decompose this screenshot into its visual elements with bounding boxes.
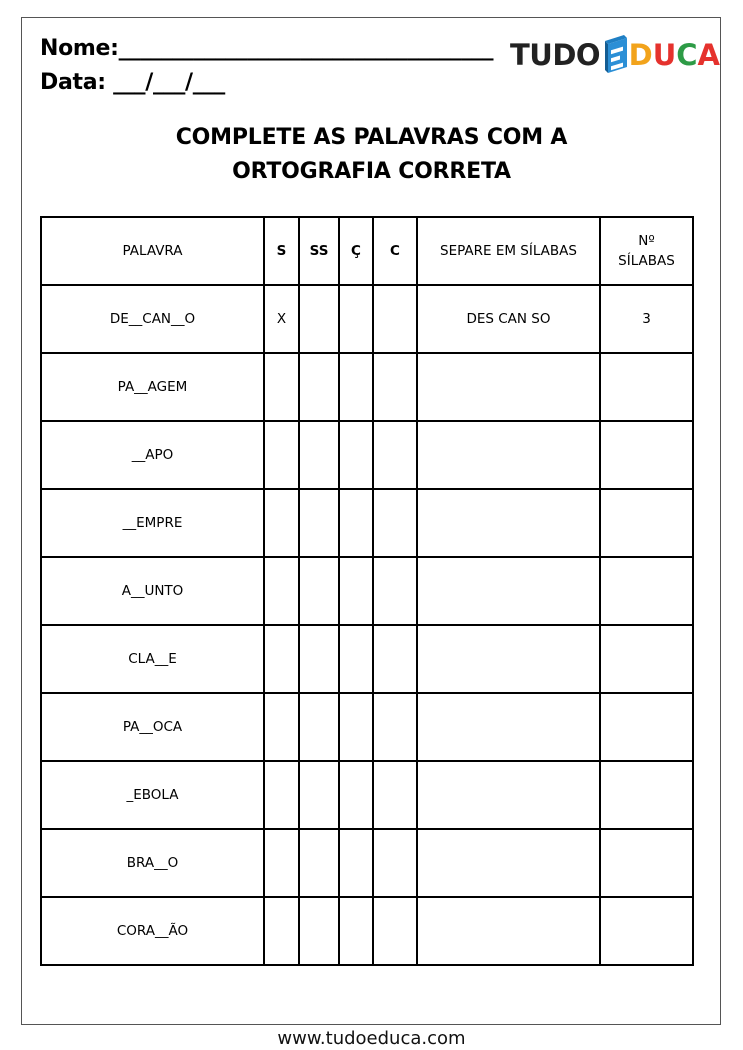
logo-letter-a: A [697, 38, 720, 72]
date-field-label: Data: ___/___/___ [40, 70, 225, 95]
c-cell[interactable] [373, 897, 417, 965]
s-cell[interactable] [264, 897, 299, 965]
word-cell: __APO [41, 421, 264, 489]
table-row [41, 897, 693, 965]
s-cell[interactable] [264, 421, 299, 489]
c-cell[interactable] [373, 353, 417, 421]
table-row [41, 761, 693, 829]
word-cell: A__UNTO [41, 557, 264, 625]
ss-cell[interactable] [299, 557, 339, 625]
ss-cell[interactable] [299, 693, 339, 761]
ss-cell[interactable] [299, 897, 339, 965]
s-cell[interactable] [264, 829, 299, 897]
ss-cell[interactable] [299, 489, 339, 557]
syllables-cell[interactable] [417, 829, 600, 897]
word-cell: _EBOLA [41, 761, 264, 829]
c-cell[interactable] [373, 489, 417, 557]
s-cell[interactable] [264, 557, 299, 625]
column-header: C [373, 217, 417, 285]
worksheet-title [0, 121, 743, 189]
table-row [41, 693, 693, 761]
word-cell: DE__CAN__O [41, 285, 264, 353]
ss-cell[interactable] [299, 829, 339, 897]
word-cell: CLA__E [41, 625, 264, 693]
ss-cell[interactable] [299, 421, 339, 489]
syllables-cell[interactable] [417, 353, 600, 421]
c-cell[interactable] [373, 557, 417, 625]
syllable-count-cell[interactable] [600, 353, 693, 421]
syllables-cell[interactable] [417, 489, 600, 557]
c-cell[interactable] [373, 693, 417, 761]
syllables-cell[interactable]: DES CAN SO [417, 285, 600, 353]
ss-cell[interactable] [299, 353, 339, 421]
spelling-table [40, 216, 694, 966]
s-cell[interactable] [264, 761, 299, 829]
column-header: PALAVRA [41, 217, 264, 285]
syllables-cell[interactable] [417, 421, 600, 489]
word-cell: BRA__O [41, 829, 264, 897]
syllables-cell[interactable] [417, 625, 600, 693]
table-row [41, 557, 693, 625]
syllable-count-cell[interactable] [600, 421, 693, 489]
syllables-cell[interactable] [417, 761, 600, 829]
syllable-count-cell[interactable] [600, 625, 693, 693]
c-cedilla-cell[interactable] [339, 421, 373, 489]
s-cell[interactable] [264, 489, 299, 557]
ss-cell[interactable] [299, 285, 339, 353]
c-cedilla-cell[interactable] [339, 693, 373, 761]
column-header: SEPARE EM SÍLABAS [417, 217, 600, 285]
syllable-count-cell[interactable] [600, 829, 693, 897]
c-cedilla-cell[interactable] [339, 557, 373, 625]
c-cedilla-cell[interactable] [339, 761, 373, 829]
s-cell[interactable]: X [264, 285, 299, 353]
c-cedilla-cell[interactable] [339, 353, 373, 421]
tudoeduca-logo [510, 30, 720, 80]
word-cell: __EMPRE [41, 489, 264, 557]
syllable-count-cell[interactable]: 3 [600, 285, 693, 353]
s-cell[interactable] [264, 693, 299, 761]
word-cell: PA__OCA [41, 693, 264, 761]
column-header: SS [299, 217, 339, 285]
logo-letter-d: D [628, 38, 653, 72]
syllable-count-cell[interactable] [600, 761, 693, 829]
title-line-1: COMPLETE AS PALAVRAS COM A [175, 125, 568, 150]
table-row [41, 285, 693, 353]
logo-letter-u: U [652, 38, 677, 72]
book-icon [602, 33, 628, 77]
syllables-cell[interactable] [417, 897, 600, 965]
c-cedilla-cell[interactable] [339, 829, 373, 897]
column-header: S [264, 217, 299, 285]
table-header-row [41, 217, 693, 285]
table-row [41, 829, 693, 897]
ss-cell[interactable] [299, 761, 339, 829]
name-field-label: Nome:___________________________________ [40, 36, 494, 61]
c-cedilla-cell[interactable] [339, 285, 373, 353]
c-cedilla-cell[interactable] [339, 897, 373, 965]
syllable-count-cell[interactable] [600, 693, 693, 761]
c-cell[interactable] [373, 761, 417, 829]
c-cedilla-cell[interactable] [339, 625, 373, 693]
syllable-count-cell[interactable] [600, 557, 693, 625]
ss-cell[interactable] [299, 625, 339, 693]
c-cell[interactable] [373, 421, 417, 489]
table-row [41, 489, 693, 557]
syllable-count-cell[interactable] [600, 489, 693, 557]
column-header: Ç [339, 217, 373, 285]
syllables-cell[interactable] [417, 557, 600, 625]
title-line-2: ORTOGRAFIA CORRETA [232, 159, 511, 184]
logo-text-tudo: TUDO [510, 38, 601, 72]
table-row [41, 353, 693, 421]
syllables-cell[interactable] [417, 693, 600, 761]
s-cell[interactable] [264, 625, 299, 693]
syllable-count-cell[interactable] [600, 897, 693, 965]
c-cedilla-cell[interactable] [339, 489, 373, 557]
logo-letter-c: C [676, 38, 698, 72]
table-row [41, 421, 693, 489]
c-cell[interactable] [373, 829, 417, 897]
word-cell: CORA__ÃO [41, 897, 264, 965]
footer-url: www.tudoeduca.com [277, 1028, 466, 1049]
s-cell[interactable] [264, 353, 299, 421]
c-cell[interactable] [373, 625, 417, 693]
c-cell[interactable] [373, 285, 417, 353]
column-header: Nº SÍLABAS [600, 217, 693, 285]
word-cell: PA__AGEM [41, 353, 264, 421]
table-body [41, 285, 693, 965]
table-row [41, 625, 693, 693]
